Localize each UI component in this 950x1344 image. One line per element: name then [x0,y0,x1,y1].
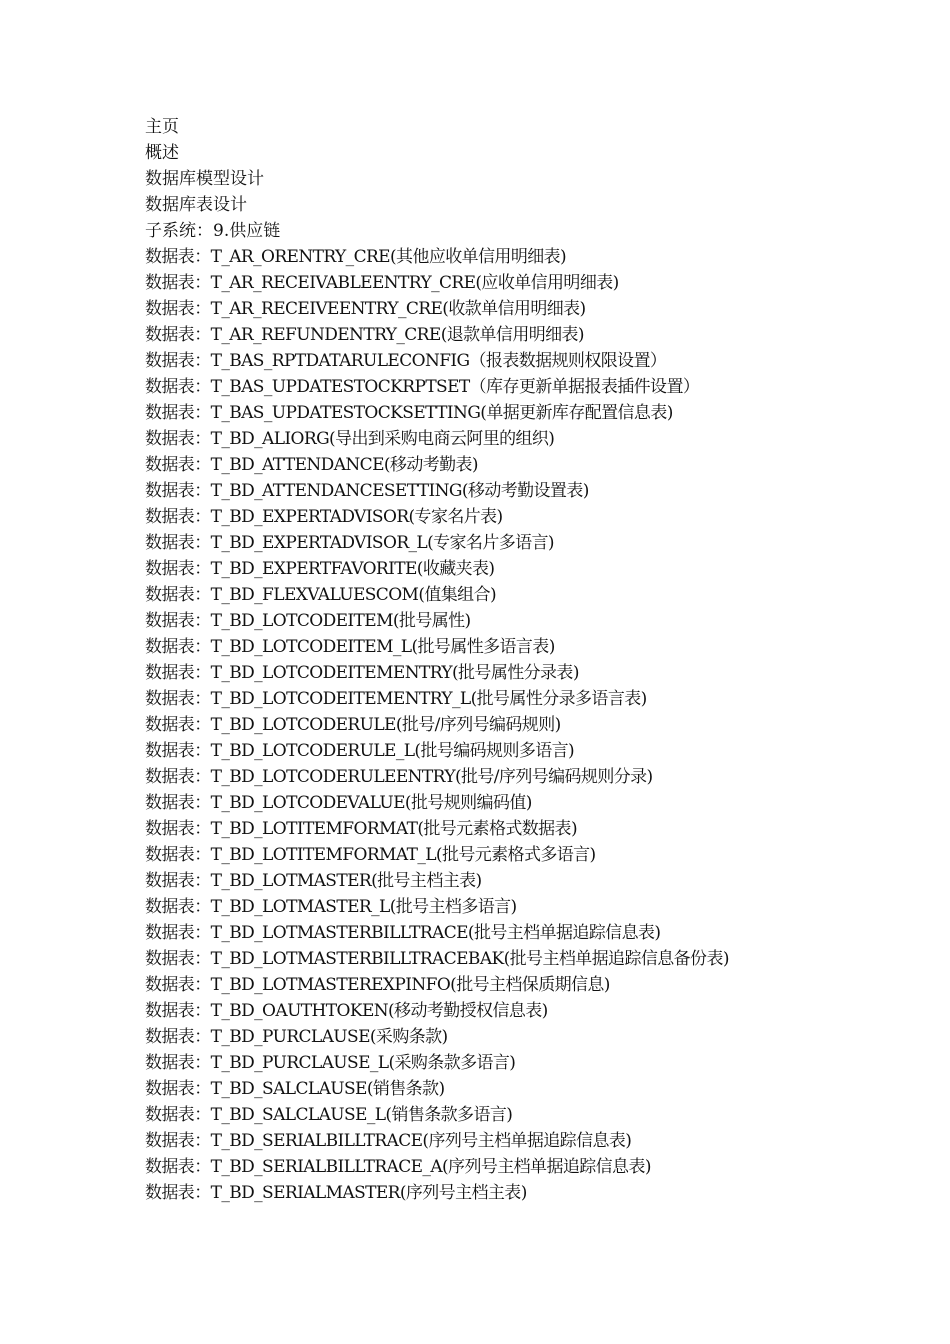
nav-home-link[interactable]: 主页 [145,117,179,137]
nav-overview-link[interactable]: 概述 [145,143,179,163]
table-entry[interactable]: 数据表：T_BD_ATTENDANCESETTING(移动考勤设置表) [145,481,589,501]
table-entry[interactable]: 数据表：T_AR_RECEIVABLEENTRY_CRE(应收单信用明细表) [145,273,619,293]
table-entry[interactable]: 数据表：T_BD_LOTCODERULEENTRY(批号/序列号编码规则分录) [145,767,653,787]
table-entry[interactable]: 数据表：T_BD_LOTCODERULE(批号/序列号编码规则) [145,715,561,735]
table-entry[interactable]: 数据表：T_BD_FLEXVALUESCOM(值集组合) [145,585,497,605]
table-entry[interactable]: 数据表：T_BD_EXPERTADVISOR(专家名片表) [145,507,503,527]
table-entry[interactable]: 数据表：T_BD_LOTCODEITEM_L(批号属性多语言表) [145,637,555,657]
nav-db-table-design-link[interactable]: 数据库表设计 [145,195,247,215]
table-entry[interactable]: 数据表：T_BD_PURCLAUSE(采购条款) [145,1027,448,1047]
table-entry[interactable]: 数据表：T_BD_LOTCODEITEM(批号属性) [145,611,471,631]
table-entry[interactable]: 数据表：T_AR_RECEIVEENTRY_CRE(收款单信用明细表) [145,299,586,319]
table-entry[interactable]: 数据表：T_BD_LOTCODEITEMENTRY(批号属性分录表) [145,663,579,683]
table-entry[interactable]: 数据表：T_BD_LOTCODEITEMENTRY_L(批号属性分录多语言表) [145,689,647,709]
table-entry[interactable]: 数据表：T_BD_SERIALBILLTRACE_A(序列号主档单据追踪信息表) [145,1157,651,1177]
table-entry[interactable]: 数据表：T_BD_LOTMASTERBILLTRACE(批号主档单据追踪信息表) [145,923,661,943]
table-entry[interactable]: 数据表：T_BD_PURCLAUSE_L(采购条款多语言) [145,1053,516,1073]
table-entry[interactable]: 数据表：T_BD_ATTENDANCE(移动考勤表) [145,455,478,475]
table-entry[interactable]: 数据表：T_BAS_UPDATESTOCKSETTING(单据更新库存配置信息表) [145,403,673,423]
table-entry[interactable]: 数据表：T_AR_ORENTRY_CRE(其他应收单信用明细表) [145,247,567,267]
table-entry[interactable]: 数据表：T_BD_LOTMASTERBILLTRACEBAK(批号主档单据追踪信息备份表) [145,949,729,969]
table-entry[interactable]: 数据表：T_BD_LOTCODERULE_L(批号编码规则多语言) [145,741,575,761]
table-entry[interactable]: 数据表：T_BD_LOTMASTEREXPINFO(批号主档保质期信息) [145,975,610,995]
table-entry[interactable]: 数据表：T_BD_SERIALMASTER(序列号主档主表) [145,1183,527,1203]
table-entry[interactable]: 数据表：T_BD_LOTITEMFORMAT(批号元素格式数据表) [145,819,577,839]
table-entry[interactable]: 数据表：T_AR_REFUNDENTRY_CRE(退款单信用明细表) [145,325,584,345]
table-entry[interactable]: 数据表：T_BD_LOTITEMFORMAT_L(批号元素格式多语言) [145,845,596,865]
table-entry[interactable]: 数据表：T_BD_LOTCODEVALUE(批号规则编码值) [145,793,532,813]
table-entry[interactable]: 数据表：T_BD_LOTMASTER_L(批号主档多语言) [145,897,517,917]
table-entry[interactable]: 数据表：T_BD_EXPERTADVISOR_L(专家名片多语言) [145,533,554,553]
table-entry[interactable]: 数据表：T_BD_SALCLAUSE(销售条款) [145,1079,445,1099]
table-entry[interactable]: 数据表：T_BD_SALCLAUSE_L(销售条款多语言) [145,1105,513,1125]
document-body [145,114,905,1206]
table-entry[interactable]: 数据表：T_BAS_RPTDATARULECONFIG（报表数据规则权限设置） [145,351,667,371]
table-entry[interactable]: 数据表：T_BD_OAUTHTOKEN(移动考勤授权信息表) [145,1001,548,1021]
nav-db-model-design-link[interactable]: 数据库模型设计 [145,169,264,189]
table-entry[interactable]: 数据表：T_BD_SERIALBILLTRACE(序列号主档单据追踪信息表) [145,1131,632,1151]
table-entry[interactable]: 数据表：T_BD_LOTMASTER(批号主档主表) [145,871,482,891]
table-entry[interactable]: 数据表：T_BD_EXPERTFAVORITE(收藏夹表) [145,559,495,579]
subsystem-heading: 子系统：9.供应链 [145,221,281,241]
table-entry[interactable]: 数据表：T_BD_ALIORG(导出到采购电商云阿里的组织) [145,429,555,449]
table-entry[interactable]: 数据表：T_BAS_UPDATESTOCKRPTSET（库存更新单据报表插件设置） [145,377,700,397]
